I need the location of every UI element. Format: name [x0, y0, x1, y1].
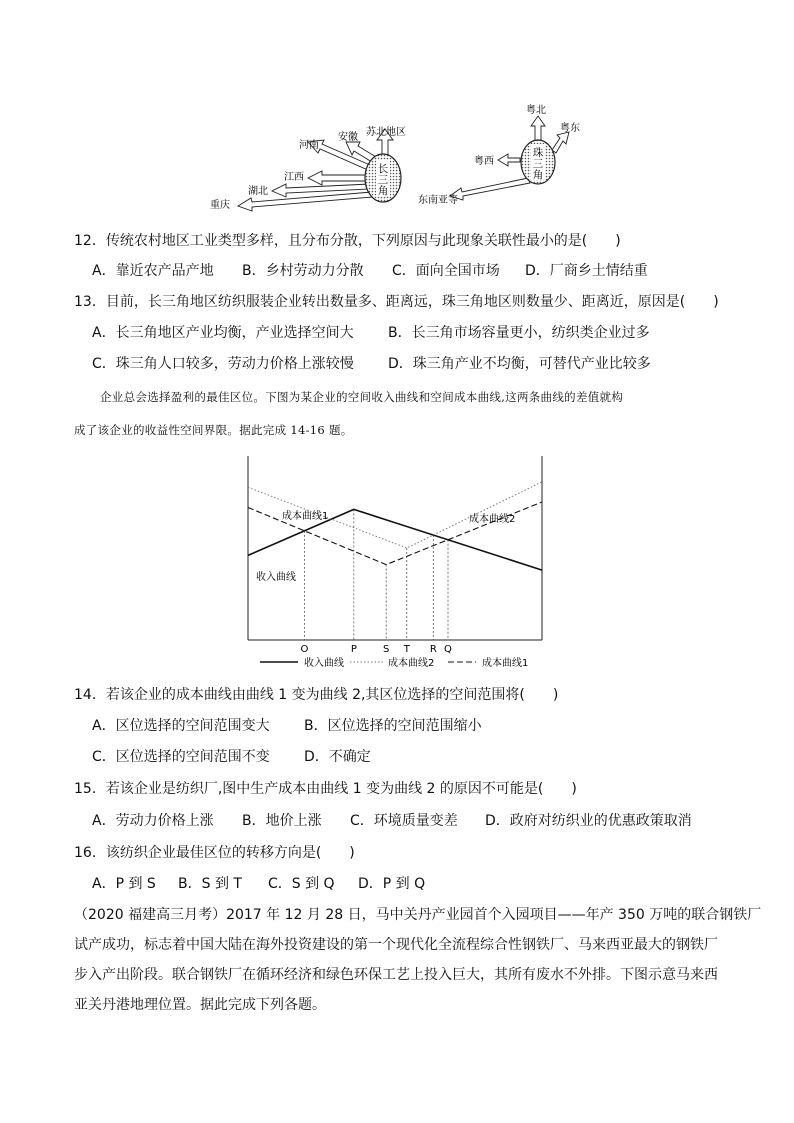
cost-curve-2-label: 成本曲线2: [469, 514, 516, 525]
label-yuebei: 粤北: [526, 105, 546, 116]
yangtze-label-1: 长: [377, 163, 389, 175]
passage-line-4: 亚关丹港地理位置。据此完成下列各题。: [74, 997, 326, 1013]
legend-cost2: 成本曲线2: [388, 658, 435, 669]
q16-option-c: C．S 到 Q: [268, 876, 335, 892]
label-yuexi: 粤西: [474, 156, 494, 167]
label-chongqing: 重庆: [210, 200, 230, 211]
pearl-label-2: 三: [532, 158, 544, 170]
label-hubei: 湖北: [248, 186, 268, 197]
yangtze-label-3: 角: [377, 185, 389, 197]
income-curve-label: 收入曲线: [256, 572, 296, 583]
arrow-to-southeast-asia: [450, 178, 530, 200]
x-tick-R: R: [429, 644, 437, 655]
label-anhui: 安徽: [338, 132, 358, 143]
q13-option-a: A．长三角地区产业均衡，产业选择空间大: [92, 325, 354, 341]
question-15-stem: 15．若该企业是纺织厂,图中生产成本由曲线 1 变为曲线 2 的原因不可能是( ): [74, 781, 577, 797]
q15-option-a: A．劳动力价格上涨: [92, 813, 214, 829]
legend-cost1: 成本曲线1: [482, 658, 529, 669]
x-tick-O: O: [300, 644, 309, 655]
q16-option-b: B．S 到 T: [178, 876, 242, 892]
q14-option-d: D．不确定: [304, 749, 371, 765]
q12-option-b: B．乡村劳动力分散: [242, 263, 364, 279]
cost-curve-1-label: 成本曲线1: [282, 511, 329, 522]
yangtze-label-2: 三: [377, 174, 389, 186]
intro-line-1: 企业总会选择盈利的最佳区位。下图为某企业的空间收入曲线和空间成本曲线,这两条曲线的差值就构: [100, 390, 624, 404]
q14-option-c: C．区位选择的空间范围不变: [92, 749, 270, 765]
industry-transfer-diagrams: [200, 100, 620, 218]
passage-line-2: 试产成功，标志着中国大陆在海外投资建设的第一个现代化全流程综合性钢铁厂、马来西亚最大的钢铁厂: [74, 937, 718, 953]
q14-option-a: A．区位选择的空间范围变大: [92, 718, 270, 734]
passage-line-3: 步入产出阶段。联合钢铁厂在循环经济和绿色环保工艺上投入巨大，其所有废水不外排。下图示意马来西: [74, 967, 718, 983]
q16-option-a: A．P 到 S: [92, 876, 156, 892]
label-subei: 苏北地区: [366, 127, 406, 138]
intro-line-2: 成了该企业的收益性空间界限。据此完成 14-16 题。: [74, 423, 353, 437]
arrow-to-yuexi: [498, 154, 520, 166]
q13-option-d: D．珠三角产业不均衡，可替代产业比较多: [388, 356, 651, 372]
q13-option-c: C．珠三角人口较多，劳动力价格上涨较慢: [92, 356, 354, 372]
arrow-to-yuedong: [552, 132, 569, 153]
x-tick-S: S: [383, 644, 390, 655]
q15-option-d: D．政府对纺织业的优惠政策取消: [485, 813, 692, 829]
x-tick-labels: [301, 644, 453, 655]
pearl-label-1: 珠: [532, 147, 544, 159]
x-tick-T: T: [403, 644, 410, 655]
q12-option-a: A．靠近农产品产地: [92, 263, 214, 279]
question-14-stem: 14．若该企业的成本曲线由曲线 1 变为曲线 2,其区位选择的空间范围将( ): [74, 687, 559, 703]
label-jiangxi: 江西: [284, 172, 304, 183]
q14-option-b: B．区位选择的空间范围缩小: [304, 718, 482, 734]
q13-option-b: B．长三角市场容量更小，纺织类企业过多: [388, 325, 650, 341]
q15-option-c: C．环境质量变差: [350, 813, 458, 829]
q15-option-b: B．地价上涨: [242, 813, 322, 829]
question-16-stem: 16．该纺织企业最佳区位的转移方向是( ): [74, 845, 355, 861]
pearl-label-3: 角: [532, 169, 544, 181]
label-yuedong: 粤东: [560, 123, 580, 134]
x-tick-Q: Q: [444, 644, 452, 655]
arrow-to-jiangxi: [308, 171, 368, 185]
q16-option-d: D．P 到 Q: [358, 876, 426, 892]
question-12-stem: 12．传统农村地区工业类型多样，且分布分散，下列原因与此现象关联性最小的是( ): [74, 233, 621, 249]
label-henan: 河南: [299, 140, 319, 151]
projection-lines: [304, 509, 448, 640]
x-tick-P: P: [350, 644, 357, 655]
label-southeast-asia: 东南亚等: [418, 195, 458, 206]
q12-option-c: C．面向全国市场: [392, 263, 500, 279]
arrow-to-yuebei: [531, 116, 545, 142]
revenue-cost-chart: [236, 448, 558, 674]
q12-option-d: D．厂商乡土情结重: [525, 263, 648, 279]
passage-line-1: （2020 福建高三月考）2017 年 12 月 28 日，马中关丹产业园首个入园项目——年产 350 万吨的联合钢铁厂: [74, 907, 762, 923]
question-13-stem: 13．目前，长三角地区纺织服装企业转出数量多、距离远，珠三角地区则数量少、距离近，原因是( ): [74, 294, 719, 310]
legend-income: 收入曲线: [304, 658, 344, 669]
